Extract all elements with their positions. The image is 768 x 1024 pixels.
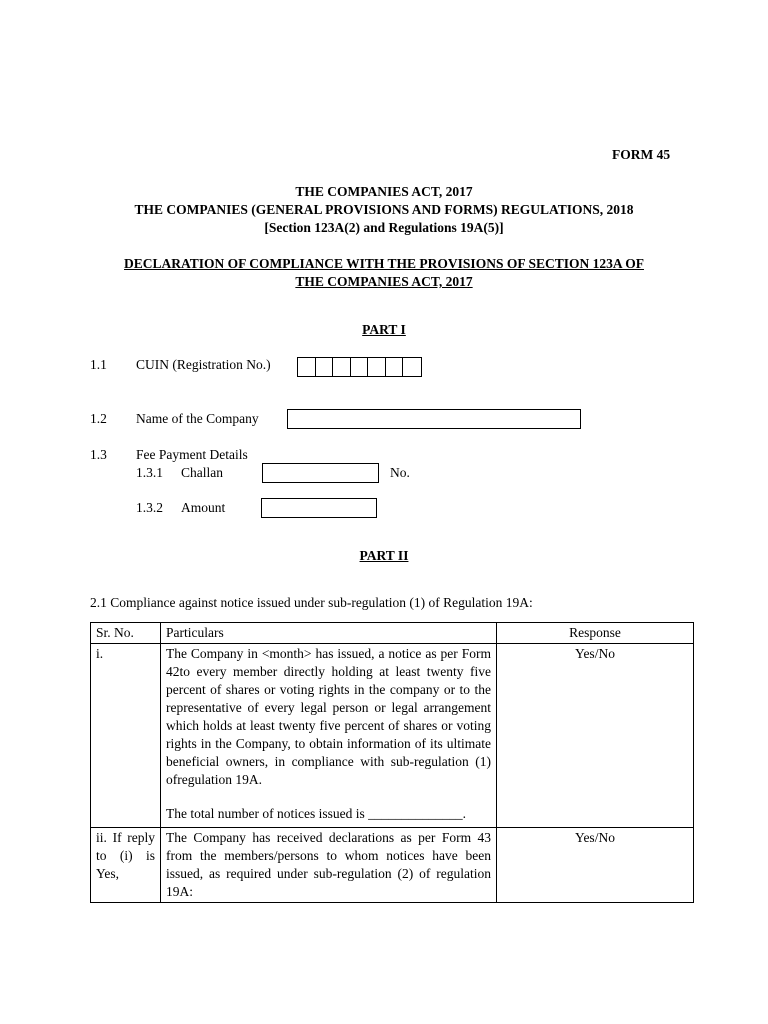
item-1-2-number: 1.2 [90,411,107,426]
row-particulars [161,644,497,828]
item-1-1-number: 1.1 [90,357,107,372]
table-row [91,644,694,828]
company-name-field[interactable] [287,409,581,429]
item-1-3-2-number: 1.3.2 [136,500,163,515]
cuin-digit-box[interactable] [403,358,421,376]
notices-count-text: The total number of notices issued is ______________. [166,806,466,821]
company-name-label: Name of the Company [136,411,259,426]
row-particulars-text: The Company in <month> has issued, a notice as per Form 42to every member directly holding at least twenty five percent of shares or voting rights in the company or to the representative of every legal person or legal arrangement which holds at least twenty five percent of shares or voting rights in the Company, to obtain information of its ultimate beneficial owners, in compliance with sub-regulation (1) ofregulation 19A. [166,646,491,787]
cuin-label: CUIN (Registration No.) [136,357,271,372]
compliance-table [90,622,694,903]
regulations-title: THE COMPANIES (GENERAL PROVISIONS AND FORMS) REGULATIONS, 2018 [134,202,634,217]
cuin-digit-box[interactable] [333,358,351,376]
row-response[interactable]: Yes/No [497,644,694,828]
act-title: THE COMPANIES ACT, 2017 [295,184,473,199]
cuin-digit-box[interactable] [386,358,404,376]
cuin-digit-box[interactable] [316,358,334,376]
cuin-digit-box[interactable] [298,358,316,376]
challan-number-field[interactable] [262,463,379,483]
item-1-3-number: 1.3 [90,447,107,462]
cuin-input-boxes[interactable] [297,357,422,377]
row-response[interactable]: Yes/No [497,828,694,903]
part-2-title: PART II [359,548,409,563]
cuin-digit-box[interactable] [351,358,369,376]
declaration-title-line1: DECLARATION OF COMPLIANCE WITH THE PROVISIONS OF SECTION 123A OF [124,256,644,271]
section-reference: [Section 123A(2) and Regulations 19A(5)] [264,220,504,235]
declaration-title-line2: THE COMPANIES ACT, 2017 [295,274,473,289]
challan-no-suffix: No. [390,465,410,480]
part-1-title: PART I [362,322,406,337]
item-1-3-1-number: 1.3.1 [136,465,163,480]
row-sr-no: i. [91,644,161,828]
table-header-row [91,623,694,644]
fee-payment-label: Fee Payment Details [136,447,248,462]
challan-label: Challan [181,465,223,480]
amount-label: Amount [181,500,226,515]
header-particulars: Particulars [161,623,497,644]
row-sr-no: ii. If reply to (i) is Yes, [91,828,161,903]
row-particulars: The Company has received declarations as per Form 43 from the members/persons to whom notices have been issued, as required under sub-regulation (2) of regulation 19A: [161,828,497,903]
table-row [91,828,694,903]
compliance-intro: 2.1 Compliance against notice issued under sub-regulation (1) of Regulation 19A: [90,595,533,610]
header-response: Response [497,623,694,644]
cuin-digit-box[interactable] [368,358,386,376]
header-sr-no: Sr. No. [91,623,161,644]
form-number: FORM 45 [612,147,671,162]
amount-field[interactable] [261,498,377,518]
